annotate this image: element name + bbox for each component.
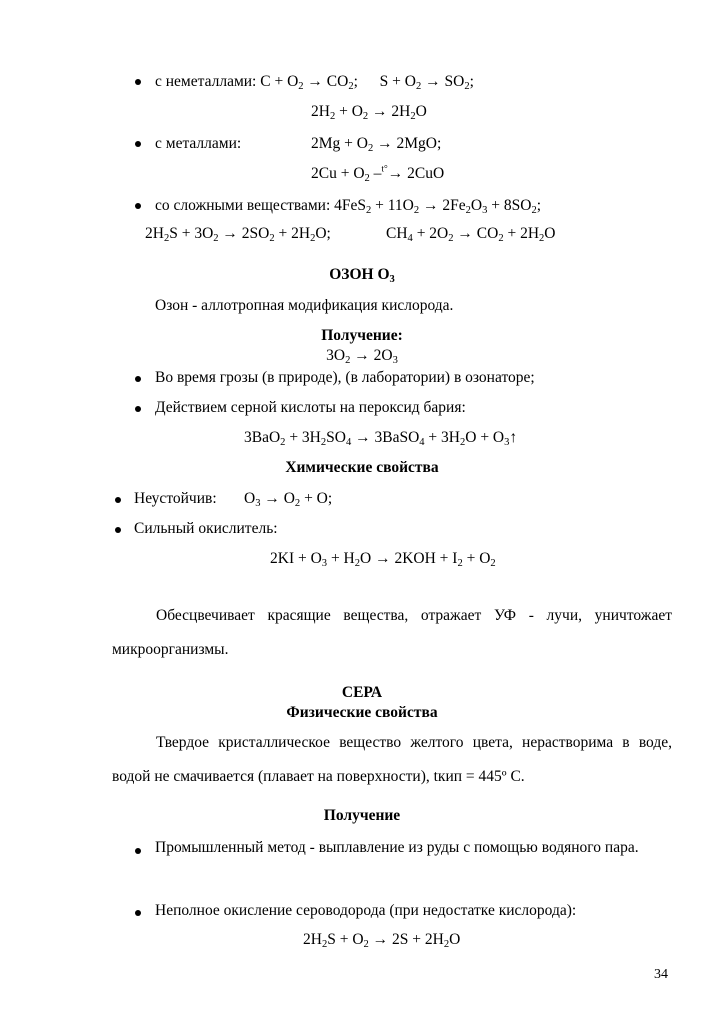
formula: $3BaO_2 + 3H_2SO_4$ → 3BaSO$_4$ + $3H_2O$ + $O_3↑$: [244, 429, 518, 448]
formula: $C + O_2 \to CO_2$;: [260, 73, 358, 92]
bullet: [135, 910, 141, 916]
formula: $3O_2 \to 2O_3$: [326, 347, 398, 366]
section-heading-ozone: ОЗОН $O_3$: [329, 266, 395, 285]
bullet: [135, 376, 141, 382]
complex-line: [155, 196, 541, 216]
formula: $2Mg + O_2 \to 2MgO$;: [311, 135, 442, 154]
formula: $2KI + O_3 + H_2O \to 2KOH + I_2 + O_2$: [270, 550, 496, 569]
formula: $2H_2 + O_2 \to 2H_2O$: [311, 103, 427, 122]
sulfur-phys-paragraph: Твердое кристаллическое вещество желтого цвета, нерастворима в воде, водой не смачивается (плавает на поверхности), tкип = 445º С.: [112, 734, 672, 785]
formula: $2H_2S + 3O_2 \to 2SO_2 + 2H_2O$;: [145, 225, 331, 244]
formula: $CH_4 + 2O_2 \to CO_2 + 2H_2O$: [386, 225, 556, 244]
ozone-definition: Озон - аллотропная модификация кислорода.: [155, 297, 454, 314]
unstable-label: Неустойчив:: [134, 490, 217, 507]
formula: $2H_2S + O_2 \to 2S + 2H_2O$: [303, 931, 461, 950]
list-item: Действием серной кислоты на пероксид бария:: [155, 399, 466, 416]
complex-label: со сложными веществами:: [155, 197, 331, 214]
nonmetals-label: с неметаллами:: [155, 73, 257, 90]
list-item: Промышленный метод - выплавление из руды с помощью водяного пара.: [155, 839, 639, 856]
formula: $4FeS_2 + 11O_2 \to 2Fe_2O_3 + 8SO_2$;: [334, 197, 542, 216]
bullet: [135, 203, 141, 209]
oxidizer-label: Сильный окислитель:: [134, 520, 278, 537]
bullet: [135, 406, 141, 412]
subheading-chem-props: Химические свойства: [285, 459, 439, 476]
ozone-paragraph: Обесцвечивает красящие вещества, отражает УФ - лучи, уничтожает микроорганизмы.: [112, 607, 672, 658]
section-heading-sulfur: СЕРА: [341, 684, 383, 701]
list-item: Во время грозы (в природе), (в лаборатории) в озонаторе;: [155, 369, 535, 386]
subheading-obtaining: Получение:: [321, 327, 403, 344]
subheading-obtaining-sulfur: Получение: [323, 807, 401, 824]
formula: $O_3 \to O_2 + O$;: [244, 490, 333, 509]
bullet: [135, 79, 141, 85]
bullet: [115, 527, 121, 533]
nonmetals-line: [155, 72, 474, 92]
formula: $2Cu + O_2$ –$^{t^\circ}$→ 2CuO: [311, 164, 445, 184]
formula: $S + O_2 \to SO_2$;: [379, 73, 474, 92]
page-number: 34: [654, 967, 668, 982]
bullet: [115, 497, 121, 503]
subheading-phys-props: Физические свойства: [286, 704, 438, 721]
bullet: [135, 141, 141, 147]
metals-label: с металлами:: [155, 135, 242, 152]
list-item: Неполное окисление сероводорода (при недостатке кислорода):: [155, 902, 577, 919]
bullet: [135, 848, 141, 854]
